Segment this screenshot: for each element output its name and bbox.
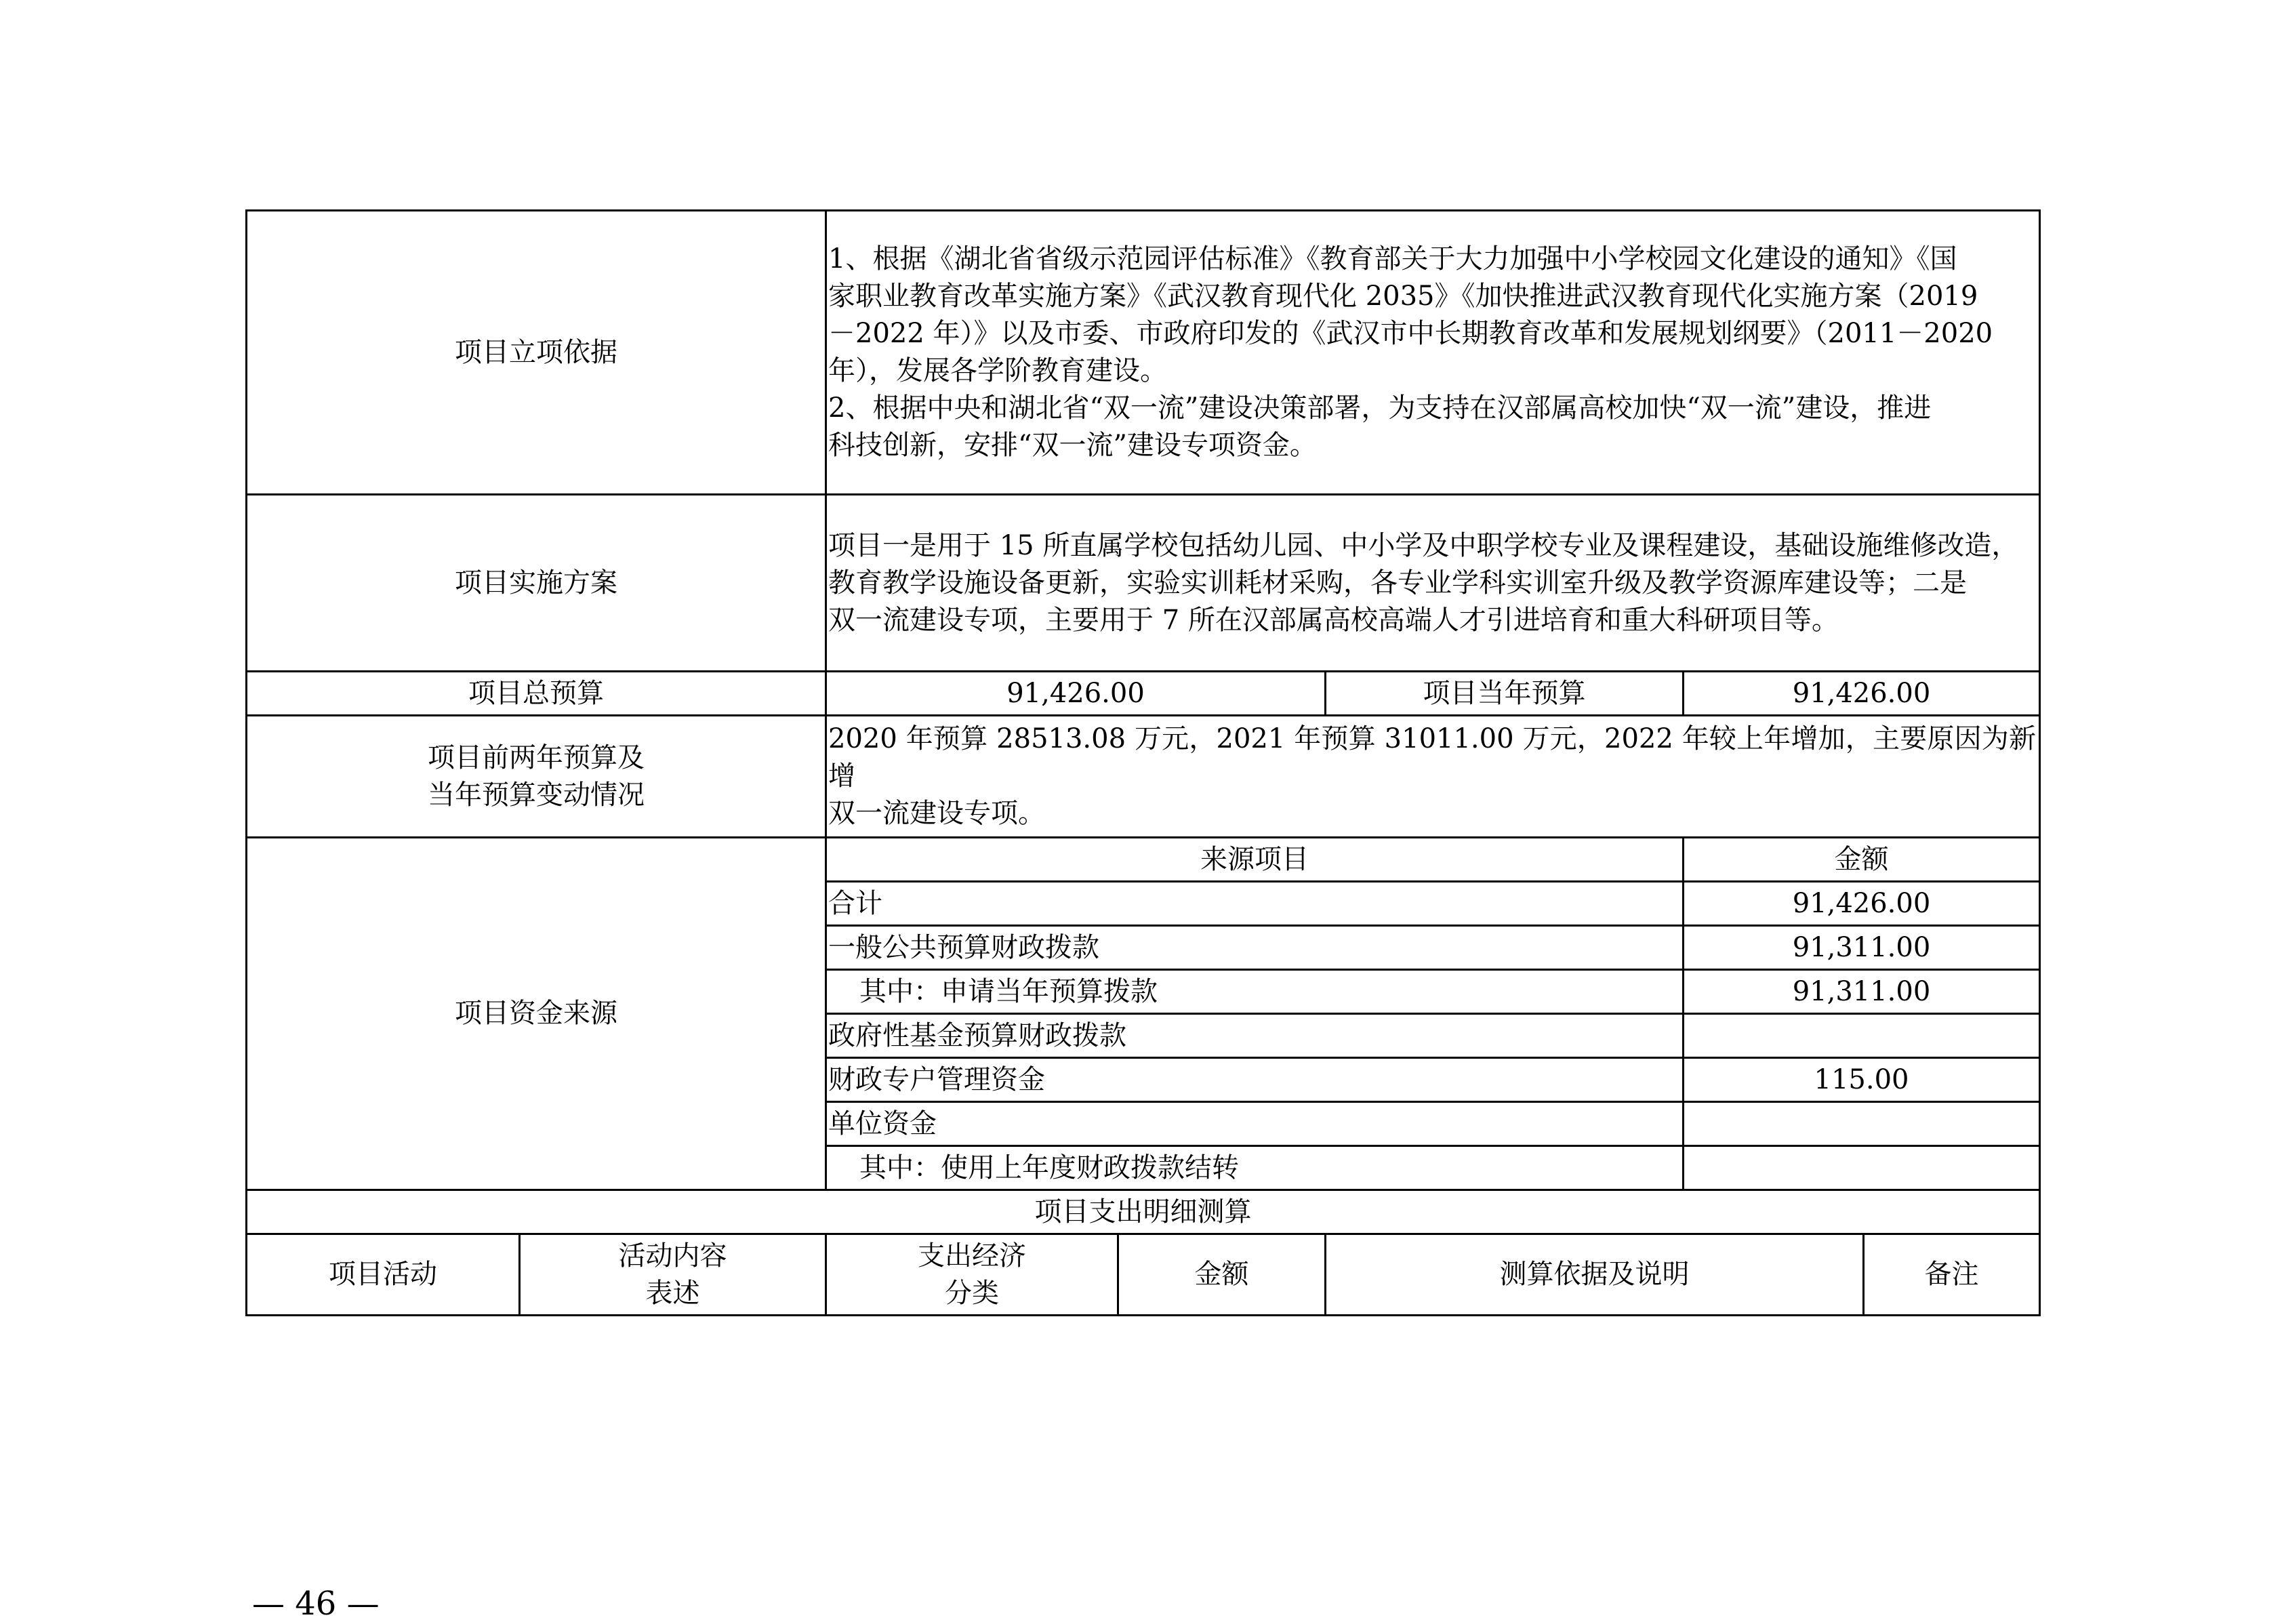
- detail-header-row: [247, 1234, 2040, 1316]
- basis-line: －2022 年）》以及市委、市政府印发的《武汉市中长期教育改革和发展规划纲要》（2011－2020: [828, 318, 1993, 349]
- funding-source-amount: [1684, 1146, 2040, 1190]
- funding-header-row: [247, 838, 2040, 882]
- plan-line: 项目一是用于 15 所直属学校包括幼儿园、中小学及中职学校专业及课程建设，基础设施维修改造，: [828, 529, 2019, 561]
- col-econ-class: [826, 1234, 1118, 1316]
- col-content-line: 活动内容: [618, 1240, 727, 1272]
- changes-row: [247, 716, 2040, 838]
- changes-text: [826, 716, 2040, 838]
- total-budget-value: 91,426.00: [826, 672, 1326, 716]
- changes-label: [247, 716, 826, 838]
- basis-line: 科技创新，安排“双一流”建设专项资金。: [828, 430, 1317, 461]
- funding-source-name: 其中：申请当年预算拨款: [826, 970, 1684, 1014]
- basis-line: 年），发展各学阶教育建设。: [828, 355, 1167, 386]
- funding-source-amount: [1684, 1014, 2040, 1058]
- plan-line: 双一流建设专项，主要用于 7 所在汉部属高校高端人才引进培育和重大科研项目等。: [828, 604, 1839, 636]
- funding-source-name: 政府性基金预算财政拨款: [826, 1014, 1684, 1058]
- funding-source-amount: 91,426.00: [1684, 882, 2040, 926]
- funding-source-name: 其中：使用上年度财政拨款结转: [826, 1146, 1684, 1190]
- detail-title: 项目支出明细测算: [247, 1190, 2040, 1234]
- project-budget-table: [245, 209, 2041, 1316]
- col-econ-line: 分类: [945, 1277, 999, 1309]
- col-econ-line: 支出经济: [918, 1240, 1026, 1272]
- funding-amount-header: 金额: [1684, 838, 2040, 882]
- funding-source-amount: 91,311.00: [1684, 970, 2040, 1014]
- changes-label-line: 项目前两年预算及: [428, 742, 645, 773]
- col-basis: 测算依据及说明: [1326, 1234, 1864, 1316]
- col-activity: 项目活动: [247, 1234, 520, 1316]
- funding-label: 项目资金来源: [247, 838, 826, 1190]
- changes-line: 2020 年预算 28513.08 万元，2021 年预算 31011.00 万元，2022 年较上年增加，主要原因为新增: [828, 723, 2036, 792]
- funding-source-name: 财政专户管理资金: [826, 1058, 1684, 1102]
- funding-source-amount: 91,311.00: [1684, 926, 2040, 970]
- funding-source-name: 一般公共预算财政拨款: [826, 926, 1684, 970]
- col-note: 备注: [1864, 1234, 2040, 1316]
- page-number: — 46 —: [252, 1585, 380, 1623]
- plan-line: 教育教学设施设备更新，实验实训耗材采购，各专业学科实训室升级及教学资源库建设等；二是: [828, 567, 1967, 598]
- plan-label: 项目实施方案: [247, 495, 826, 672]
- col-amount: 金额: [1118, 1234, 1326, 1316]
- col-content-line: 表述: [645, 1277, 700, 1309]
- basis-line: 1、根据《湖北省省级示范园评估标准》《教育部关于大力加强中小学校园文化建设的通知》《国: [828, 243, 1957, 275]
- funding-source-name: 单位资金: [826, 1102, 1684, 1146]
- basis-row: [247, 211, 2040, 495]
- changes-line: 双一流建设专项。: [828, 798, 1045, 829]
- col-content: [520, 1234, 826, 1316]
- funding-source-amount: [1684, 1102, 2040, 1146]
- funding-source-name: 合计: [826, 882, 1684, 926]
- detail-title-row: [247, 1190, 2040, 1234]
- basis-line: 2、根据中央和湖北省“双一流”建设决策部署，为支持在汉部属高校加快“双一流”建设，推进: [828, 392, 1932, 424]
- basis-line: 家职业教育改革实施方案》《武汉教育现代化 2035》《加快推进武汉教育现代化实施方案（2019: [828, 281, 1978, 312]
- current-budget-value: 91,426.00: [1684, 672, 2040, 716]
- total-budget-label: 项目总预算: [247, 672, 826, 716]
- plan-row: [247, 495, 2040, 672]
- plan-text: [826, 495, 2040, 672]
- funding-source-header: 来源项目: [826, 838, 1684, 882]
- funding-source-amount: 115.00: [1684, 1058, 2040, 1102]
- basis-text: [826, 211, 2040, 495]
- basis-label: 项目立项依据: [247, 211, 826, 495]
- budget-row: [247, 672, 2040, 716]
- changes-label-line: 当年预算变动情况: [428, 779, 645, 811]
- current-budget-label: 项目当年预算: [1326, 672, 1684, 716]
